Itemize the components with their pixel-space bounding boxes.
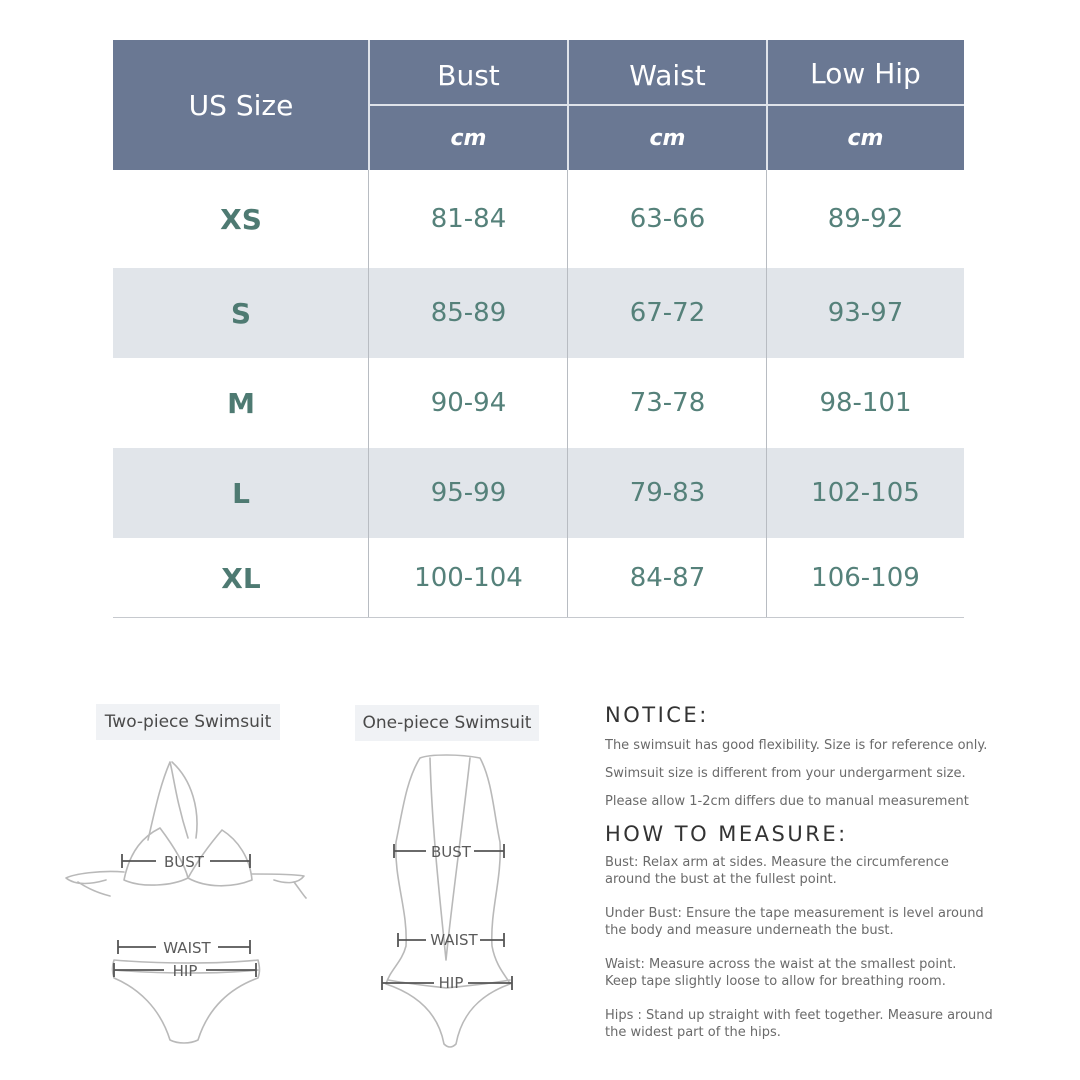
bust-cell: 81-84	[430, 204, 507, 234]
waist-cell: 67-72	[629, 298, 706, 328]
size-cell: XL	[221, 561, 261, 595]
bust-cell: 85-89	[430, 298, 507, 328]
header-col-divider	[368, 40, 370, 170]
notice-heading: NOTICE:	[605, 703, 709, 727]
table-body	[113, 170, 964, 618]
header-waist: Waist	[629, 58, 706, 92]
hip-cell: 106-109	[811, 563, 920, 593]
measure-line: the widest part of the hips.	[605, 1025, 781, 1040]
two-piece-label: Two-piece Swimsuit	[96, 704, 280, 740]
waist-cell: 79-83	[629, 478, 706, 508]
waist-cell: 84-87	[629, 563, 706, 593]
table-row	[113, 538, 964, 618]
table-row	[113, 170, 964, 268]
measure-line: the body and measure underneath the bust.	[605, 923, 894, 938]
table-header	[113, 40, 964, 170]
table-row	[113, 358, 964, 448]
measure-line: Hips : Stand up straight with feet together. Measure around	[605, 1008, 993, 1023]
header-waist-unit: cm	[649, 125, 686, 151]
hip-cell: 89-92	[827, 204, 904, 234]
header-low-hip: Low Hip	[810, 56, 921, 90]
hip-cell: 93-97	[827, 298, 904, 328]
column-divider	[368, 170, 369, 618]
measure-item-hips	[605, 1007, 1065, 1041]
two-piece-hip-text: HIP	[172, 962, 198, 980]
column-divider	[766, 170, 767, 618]
hip-cell: 98-101	[819, 388, 912, 418]
measure-line: around the bust at the fullest point.	[605, 872, 837, 887]
one-piece-waist-text: WAIST	[430, 931, 478, 949]
waist-cell: 73-78	[629, 388, 706, 418]
hip-cell: 102-105	[811, 478, 920, 508]
two-piece-swimsuit-illustration	[60, 750, 320, 1050]
measure-item-under-bust	[605, 905, 1065, 939]
notice-line: Swimsuit size is different from your undergarment size.	[605, 766, 966, 781]
size-cell: XS	[220, 202, 262, 236]
header-col-divider	[766, 40, 768, 170]
table-row	[113, 268, 964, 358]
header-divider	[369, 104, 964, 106]
header-col-divider	[567, 40, 569, 170]
header-hip-unit: cm	[847, 125, 884, 151]
measure-item-bust	[605, 854, 1065, 888]
size-chart-table	[113, 40, 964, 618]
measure-line: Under Bust: Ensure the tape measurement is level around	[605, 906, 984, 921]
two-piece-waist-text: WAIST	[163, 939, 211, 957]
bust-cell: 95-99	[430, 478, 507, 508]
one-piece-hip-text: HIP	[438, 974, 464, 992]
notice-line: Please allow 1-2cm differs due to manual measurement	[605, 794, 969, 809]
bust-cell: 100-104	[414, 563, 523, 593]
measure-line: Waist: Measure across the waist at the smallest point.	[605, 957, 957, 972]
one-piece-swimsuit-illustration	[370, 750, 530, 1050]
header-us-size: US Size	[188, 88, 294, 122]
table-bottom-border	[113, 617, 964, 618]
header-bust: Bust	[437, 58, 500, 92]
header-bust-unit: cm	[450, 125, 487, 151]
waist-cell: 63-66	[629, 204, 706, 234]
one-piece-label: One-piece Swimsuit	[355, 705, 539, 741]
measure-item-waist	[605, 956, 1065, 990]
measure-line: Bust: Relax arm at sides. Measure the circumference	[605, 855, 949, 870]
column-divider	[567, 170, 568, 618]
table-row	[113, 448, 964, 538]
notice-section	[605, 703, 1065, 1041]
how-to-measure-heading: HOW TO MEASURE:	[605, 822, 848, 846]
size-cell: S	[230, 296, 252, 330]
two-piece-bust-text: BUST	[164, 853, 204, 871]
bust-cell: 90-94	[430, 388, 507, 418]
size-cell: M	[227, 386, 255, 420]
size-cell: L	[232, 476, 250, 510]
notice-line: The swimsuit has good flexibility. Size is for reference only.	[605, 738, 988, 753]
measure-line: Keep tape slightly loose to allow for breathing room.	[605, 974, 946, 989]
one-piece-bust-text: BUST	[431, 843, 471, 861]
